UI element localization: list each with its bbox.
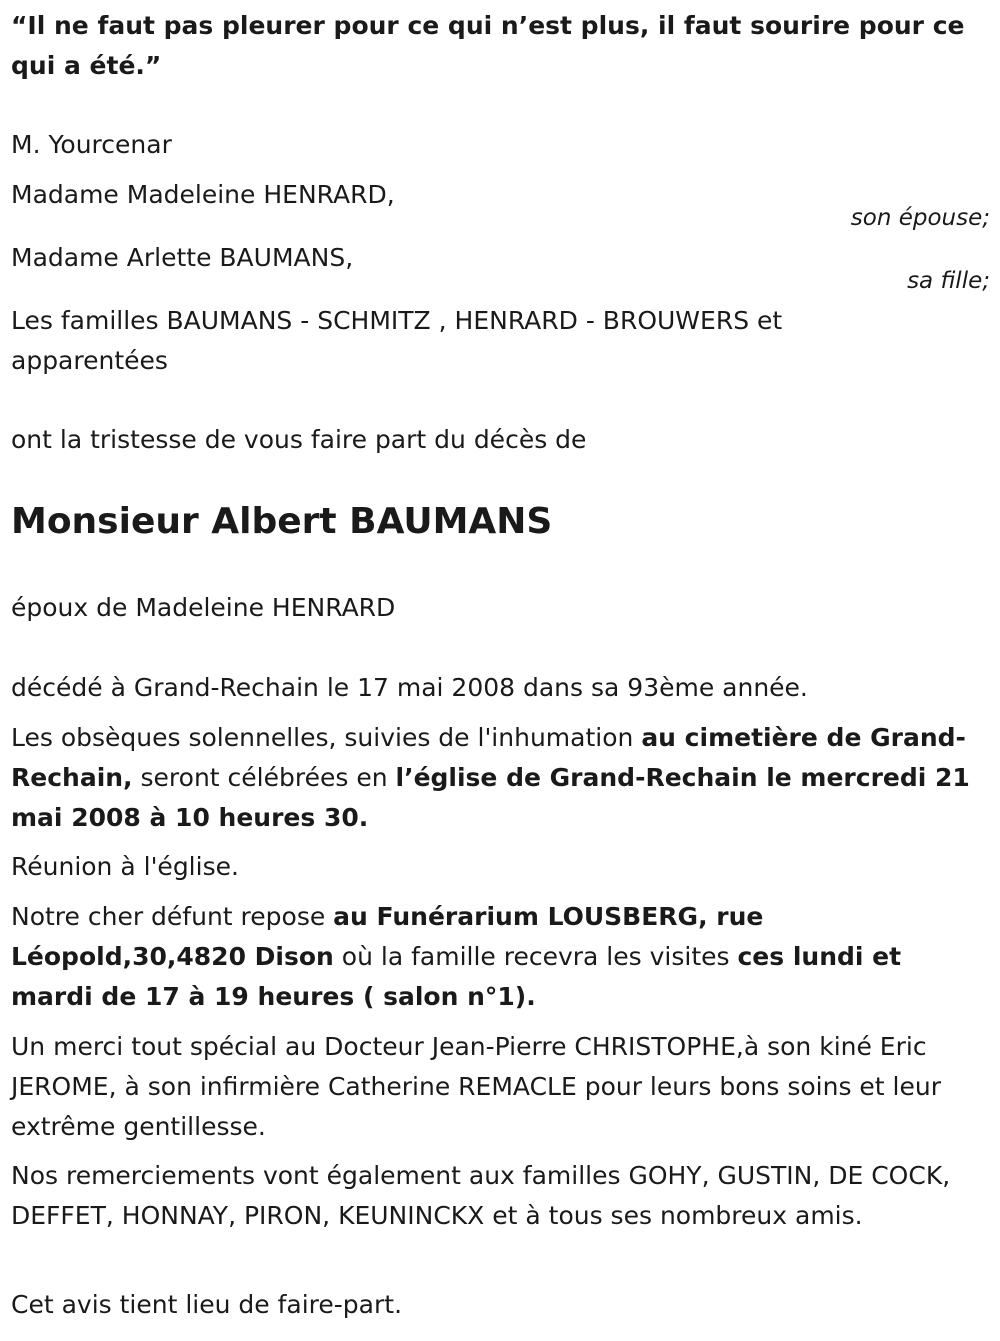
announcement-line: ont la tristesse de vous faire part du décès de	[11, 425, 587, 454]
spouse-role: son épouse;	[850, 205, 990, 231]
funeral-text-1: Les obsèques solennelles, suivies de l'inhumation	[11, 723, 642, 752]
daughter-role: sa fille;	[907, 268, 990, 294]
repose-funerarium: au Funérarium LOUSBERG, rue Léopold,30,4820 Dison	[11, 902, 764, 971]
repose-visit-hours: ces lundi et mardi de 17 à 19 heures ( salon n°1).	[11, 942, 902, 1011]
funeral-text-2: seront célébrées en	[132, 763, 396, 792]
spouse-name: Madame Madeleine HENRARD,	[11, 180, 395, 209]
thanks-doctor-paragraph: Un merci tout spécial au Docteur Jean-Pierre CHRISTOPHE,à son kiné Eric JEROME, à son infirmière Catherine REMACLE pour leurs bons soins et leur extrême gentillesse.	[11, 1032, 941, 1141]
quote-text: “Il ne faut pas pleurer pour ce qui n’est plus, il faut sourire pour ce qui a été.”	[11, 11, 965, 80]
families-line: Les familles BAUMANS - SCHMITZ , HENRARD - BROUWERS et apparentées	[11, 306, 783, 375]
closing-line: Cet avis tient lieu de faire-part.	[11, 1290, 403, 1319]
deceased-name: Monsieur Albert BAUMANS	[11, 501, 553, 542]
repose-paragraph	[11, 897, 991, 1017]
meeting-line: Réunion à l'église.	[11, 852, 239, 881]
funeral-church-date: l’église de Grand-Rechain le mercredi 21 mai 2008 à 10 heures 30.	[11, 763, 970, 832]
funeral-paragraph	[11, 718, 991, 838]
repose-text-2: où la famille recevra les visites	[333, 942, 738, 971]
death-line: décédé à Grand-Rechain le 17 mai 2008 dans sa 93ème année.	[11, 673, 808, 702]
quote-author: M. Yourcenar	[11, 130, 172, 159]
repose-text-1: Notre cher défunt repose	[11, 902, 334, 931]
daughter-name: Madame Arlette BAUMANS,	[11, 243, 354, 272]
spouse-of-line: époux de Madeleine HENRARD	[11, 593, 396, 622]
funeral-cemetery: au cimetière de Grand-Rechain,	[11, 723, 966, 792]
thanks-families-paragraph: Nos remerciements vont également aux familles GOHY, GUSTIN, DE COCK, DEFFET, HONNAY, PIRON, KEUNINCKX et à tous ses nombreux amis.	[11, 1161, 951, 1230]
